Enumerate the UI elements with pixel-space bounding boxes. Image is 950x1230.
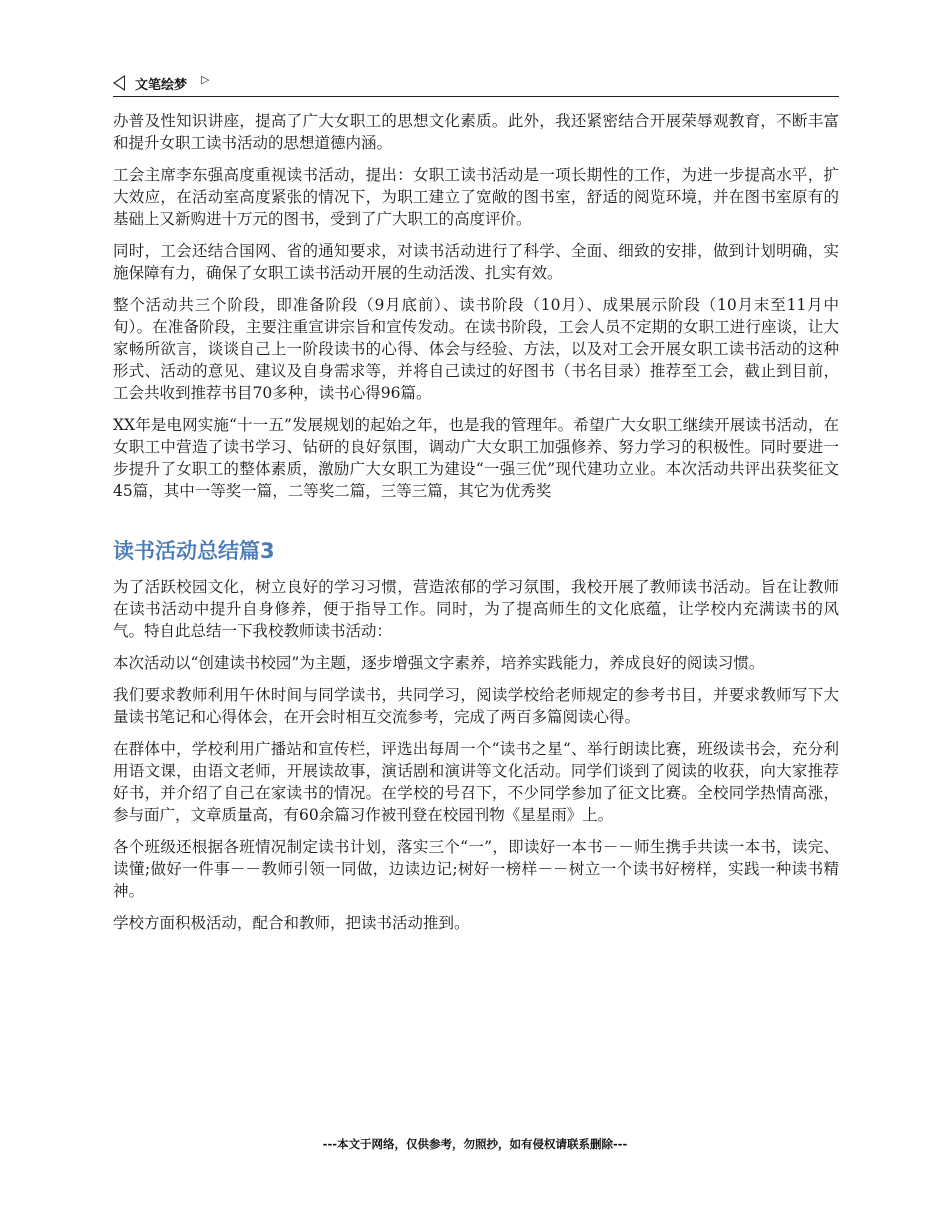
paragraph: 各个班级还根据各班情况制定读书计划，落实三个“一”，即读好一本书－－师生携手共读一本书，读完、读懂;做好一件事－－教师引领一同做，边读边记;树好一榜样－－树立一个读书好榜样，实践一种读书精神。 [113, 838, 839, 900]
paragraph: 我们要求教师利用午休时间与同学读书，共同学习，阅读学校给老师规定的参考书目，并要求教师写下大量读书笔记和心得体会，在开会时相互交流参考，完成了两百多篇阅读心得。 [113, 686, 839, 726]
paragraph: XX年是电网实施“十一五”发展规划的起始之年，也是我的管理年。希望广大女职工继续开展读书活动，在女职工中营造了读书学习、钻研的良好氛围，调动广大女职工加强修养、努力学习的积极性。同时要进一步提升了女职工的整体素质，激励广大女职工为建设“一强三优”现代建功立业。本次活动共评出获奖征文45篇，其中一等奖一篇，二等奖二篇，三等三篇，其它为优秀奖 [113, 416, 839, 500]
paragraph: 为了活跃校园文化，树立良好的学习习惯，营造浓郁的学习氛围，我校开展了教师读书活动。旨在让教师在读书活动中提升自身修养，便于指导工作。同时，为了提高师生的文化底蕴，让学校内充满读书的风气。特自此总结一下我校教师读书活动： [113, 578, 839, 640]
triangle-right-icon: ▷ [201, 73, 210, 86]
document-body [113, 110, 839, 944]
paragraph: 同时，工会还结合国网、省的通知要求，对读书活动进行了科学、全面、细致的安排，做到计划明确，实施保障有力，确保了女职工读书活动开展的生动活泼、扎实有效。 [113, 242, 839, 282]
footer-disclaimer: ---本文于网络，仅供参考，勿照抄，如有侵权请联系删除--- [322, 1137, 628, 1151]
paragraph: 办普及性知识讲座，提高了广大女职工的思想文化素质。此外，我还紧密结合开展荣辱观教育，不断丰富和提升女职工读书活动的思想道德内涵。 [113, 112, 839, 152]
paragraph: 本次活动以“创建读书校园”为主题，逐步增强文字素养，培养实践能力，养成良好的阅读习惯。 [113, 654, 765, 672]
paragraph: 工会主席李东强高度重视读书活动，提出：女职工读书活动是一项长期性的工作，为进一步提高水平，扩大效应，在活动室高度紧张的情况下，为职工建立了宽敞的图书室，舒适的阅览环境，并在图书室原有的基础上又新购进十万元的图书，受到了广大职工的高度评价。 [113, 166, 839, 228]
page-header [113, 70, 839, 97]
triangle-left-icon [113, 75, 125, 91]
paragraph: 整个活动共三个阶段，即准备阶段（9月底前）、读书阶段（10月）、成果展示阶段（10月末至11月中旬）。在准备阶段，主要注重宣讲宗旨和宣传发动。在读书阶段，工会人员不定期的女职工进行座谈，让大家畅所欲言，谈谈自己上一阶段读书的心得、体会与经验、方法，以及对工会开展女职工读书活动的这种形式、活动的意见、建议及自身需求等，并将自己读过的好图书（书名目录）推荐至工会，截止到目前，工会共收到推荐书目70多种，读书心得96篇。 [113, 296, 839, 402]
brand-name: 文笔绘梦 [135, 78, 188, 93]
paragraph: 学校方面积极活动，配合和教师，把读书活动推到。 [113, 914, 470, 932]
paragraph: 在群体中，学校利用广播站和宣传栏，评选出每周一个“读书之星“、举行朗读比赛，班级读书会，充分利用语文课，由语文老师，开展读故事，演话剧和演讲等文化活动。同学们谈到了阅读的收获，向大家推荐好书，并介绍了自己在家读书的情况。在学校的号召下，不少同学参加了征文比赛。全校同学热情高涨，参与面广，文章质量高，有60余篇习作被刊登在校园刊物《星星雨》上。 [113, 740, 839, 824]
section-heading: 读书活动总结篇3 [113, 539, 275, 563]
